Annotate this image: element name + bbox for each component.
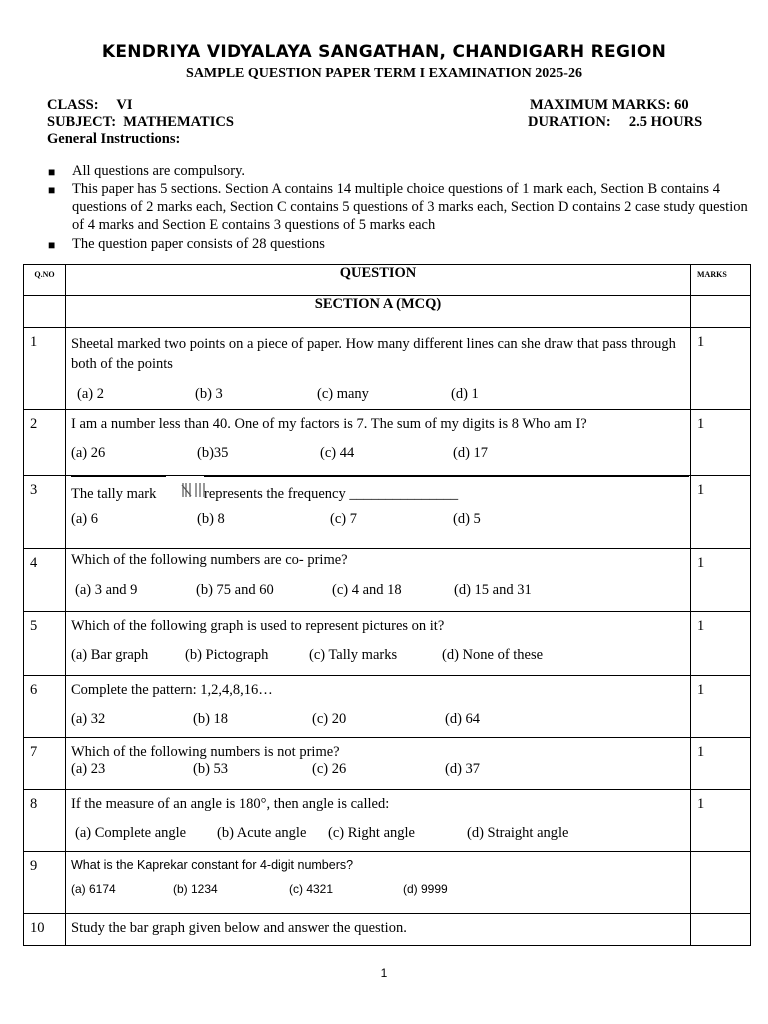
instruction-item: ■ All questions are compulsory.: [48, 163, 246, 179]
option: (d) 1: [451, 386, 479, 402]
options-row: [71, 711, 684, 731]
option: (c) 4321: [289, 882, 334, 896]
option: (b) 53: [193, 761, 229, 777]
option: (b)35: [197, 445, 229, 461]
subject-label: SUBJECT: MATHEMATICS: [47, 114, 234, 130]
option: (d) 15 and 31: [454, 582, 532, 598]
question-number: 2: [24, 410, 66, 476]
instruction-item: ■ This paper has 5 sections. Section A contains 14 multiple choice questions of 1 mark each, Section B contains 4 questions of 2 marks each, Section C contains 5 questions of 3 marks each, Section D contains 2 case study question of 4 marks and Section E contains 3 questions of 5 marks each: [48, 181, 748, 233]
exam-subtitle: SAMPLE QUESTION PAPER TERM I EXAMINATION 2025-26: [186, 66, 582, 81]
option: (b) 18: [193, 711, 229, 727]
question-number: 1: [24, 328, 66, 410]
option: (d) Straight angle: [467, 825, 569, 841]
option: (b) 75 and 60: [196, 582, 274, 598]
option: (c) 4 and 18: [332, 582, 402, 598]
option: (c) 26: [312, 761, 347, 777]
options-row: [71, 511, 684, 531]
option: (b) 3: [195, 386, 223, 402]
class-label: CLASS: VI: [47, 97, 133, 113]
table-row: [24, 612, 751, 676]
option: (c) many: [317, 386, 369, 402]
options-row: [71, 445, 684, 465]
option: (a) 32: [71, 711, 106, 727]
marks: 1: [691, 738, 751, 790]
option: (c) 20: [312, 711, 347, 727]
marks: 1: [691, 549, 751, 612]
option: (d) 17: [453, 445, 489, 461]
section-row: [24, 296, 751, 328]
marks: [691, 914, 751, 946]
question-text: What is the Kaprekar constant for 4-digit numbers?: [71, 858, 354, 872]
table-row: [24, 738, 751, 790]
square-bullet-icon: ■: [48, 165, 56, 179]
question-number: 4: [24, 549, 66, 612]
option: (c) 7: [330, 511, 357, 527]
qno-header: Q.NO: [24, 265, 66, 296]
table-header-row: [24, 265, 751, 296]
option: (a) 23: [71, 761, 106, 777]
option: (d) 5: [453, 511, 481, 527]
page-number: 1: [380, 966, 388, 980]
school-title: KENDRIYA VIDYALAYA SANGATHAN, CHANDIGARH REGION: [101, 42, 667, 62]
options-row: [71, 761, 684, 781]
square-bullet-icon: ■: [48, 238, 56, 252]
option: (b) Pictograph: [185, 647, 269, 663]
table-row: [24, 476, 751, 549]
question-text: Complete the pattern: 1,2,4,8,16…: [71, 682, 273, 698]
options-row: [71, 384, 684, 404]
table-row: [24, 328, 751, 410]
option: (b) Acute angle: [217, 825, 307, 841]
question-text: The tally mark: [71, 486, 157, 502]
marks: [691, 852, 751, 914]
option: (a) 2: [77, 386, 104, 402]
table-row: [24, 676, 751, 738]
question-number: 10: [24, 914, 66, 946]
option: (a) 6174: [71, 882, 116, 896]
question-text: Study the bar graph given below and answer the question.: [71, 920, 407, 936]
options-row: [71, 825, 684, 845]
option: (a) Complete angle: [75, 825, 187, 841]
question-text: I am a number less than 40. One of my factors is 7. The sum of my digits is 8 Who am I?: [71, 416, 587, 432]
marks: 1: [691, 612, 751, 676]
marks: 1: [691, 790, 751, 852]
general-instructions-heading: General Instructions:: [47, 131, 181, 147]
question-text: If the measure of an angle is 180°, then angle is called:: [71, 796, 390, 812]
question-number: 8: [24, 790, 66, 852]
table-row: [24, 410, 751, 476]
question-number: 7: [24, 738, 66, 790]
question-text: Which of the following numbers is not prime?: [71, 744, 340, 760]
question-text-continued: represents the frequency _______________: [204, 486, 459, 502]
duration: DURATION: 2.5 HOURS: [528, 114, 703, 130]
section-a-heading: SECTION A (MCQ): [314, 296, 442, 312]
option: (a) 3 and 9: [75, 582, 138, 598]
question-table: [23, 264, 751, 946]
options-row: [71, 647, 684, 667]
marks: 1: [691, 676, 751, 738]
question-text: Which of the following numbers are co- prime?: [71, 552, 348, 568]
table-row: [24, 914, 751, 946]
question-header: QUESTION: [66, 265, 691, 296]
question-number: 3: [24, 476, 66, 549]
marks: 1: [691, 410, 751, 476]
question-number: 6: [24, 676, 66, 738]
option: (a) 26: [71, 445, 106, 461]
option: (c) 44: [320, 445, 355, 461]
marks-header: MARKS: [691, 265, 751, 296]
table-row: [24, 852, 751, 914]
table-row: [24, 790, 751, 852]
option: (b) 8: [197, 511, 225, 527]
option: (c) Right angle: [328, 825, 415, 841]
option: (b) 1234: [173, 882, 218, 896]
marks: 1: [691, 476, 751, 549]
option: (d) None of these: [442, 647, 544, 663]
option: (d) 37: [445, 761, 481, 777]
question-text: Which of the following graph is used to represent pictures on it?: [71, 618, 445, 634]
options-row: [71, 582, 684, 602]
option: (d) 64: [445, 711, 481, 727]
option: (c) Tally marks: [309, 647, 398, 663]
instruction-item: ■ The question paper consists of 28 questions: [48, 236, 325, 252]
marks: 1: [691, 328, 751, 410]
table-row: [24, 549, 751, 612]
options-row: [71, 882, 684, 902]
square-bullet-icon: ■: [48, 183, 56, 197]
question-text: Sheetal marked two points on a piece of paper. How many different lines can she draw that pass through both of the points: [71, 336, 676, 372]
option: (d) 9999: [403, 882, 448, 896]
question-number: 9: [24, 852, 66, 914]
option: (a) 6: [71, 511, 98, 527]
max-marks: MAXIMUM MARKS: 60: [530, 97, 689, 113]
option: (a) Bar graph: [71, 647, 149, 663]
question-number: 5: [24, 612, 66, 676]
